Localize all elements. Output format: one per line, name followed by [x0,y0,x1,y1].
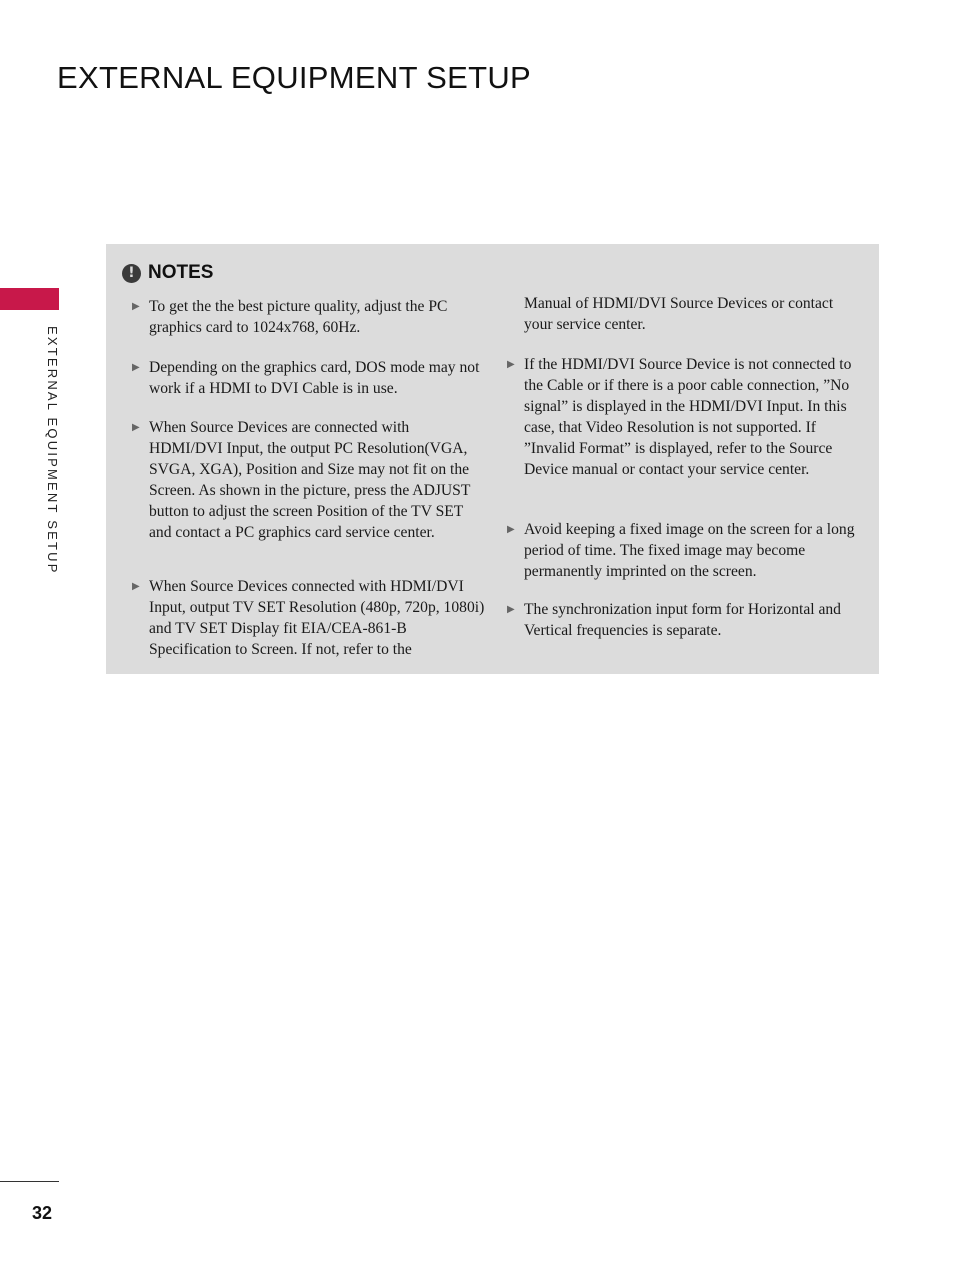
note-item [132,297,486,339]
notes-title: NOTES [148,262,214,283]
arrow-right-icon: ▶ [507,524,515,535]
note-text: When Source Devices connected with HDMI/DVI Input, output TV SET Resolution (480p, 720p, 1080i) and TV SET Display fit EIA/CEA-861-B Specification to Screen. If not, refer to the [149,578,485,658]
arrow-right-icon: ▶ [132,581,140,592]
note-text: To get the the best picture quality, adjust the PC graphics card to 1024x768, 60Hz. [149,298,448,336]
note-item [507,600,861,642]
footer-divider [0,1181,59,1182]
page-number: 32 [32,1203,53,1223]
arrow-right-icon: ▶ [132,362,140,373]
arrow-right-icon: ▶ [507,359,515,370]
note-item [132,418,486,543]
note-item [132,577,486,661]
side-section-label: EXTERNAL EQUIPMENT SETUP [45,326,60,575]
note-item [507,520,861,583]
arrow-right-icon: ▶ [507,604,515,615]
section-tab-marker [0,288,59,310]
arrow-right-icon: ▶ [132,301,140,312]
arrow-right-icon: ▶ [132,422,140,433]
exclamation-icon: ! [122,264,141,283]
note-text: Avoid keeping a fixed image on the screen for a long period of time. The fixed image may become permanently imprinted on the screen. [524,521,855,580]
note-text: The synchronization input form for Horizontal and Vertical frequencies is separate. [524,601,841,639]
note-item [507,355,861,480]
note-text: Depending on the graphics card, DOS mode may not work if a HDMI to DVI Cable is in use. [149,359,480,397]
note-text: Manual of HDMI/DVI Source Devices or contact your service center. [524,295,834,333]
note-text: When Source Devices are connected with HDMI/DVI Input, the output PC Resolution(VGA, SVGA, XGA), Position and Size may not fit on the Screen. As shown in the picture, press the ADJUST button to adjust the screen Position of the TV SET and contact a PC graphics card service center. [149,419,471,541]
note-item [132,358,486,400]
note-text: If the HDMI/DVI Source Device is not connected to the Cable or if there is a poor cable connection, ”No signal” is displayed in the HDMI/DVI Input. In this case, that Video Resolution is not supported. If ”Invalid Format” is displayed, refer to the Source Device manual or contact your service center. [524,356,852,478]
page-title: EXTERNAL EQUIPMENT SETUP [57,60,532,95]
notes-header [122,262,213,284]
notes-panel [106,244,879,674]
note-item-continuation [524,294,861,336]
